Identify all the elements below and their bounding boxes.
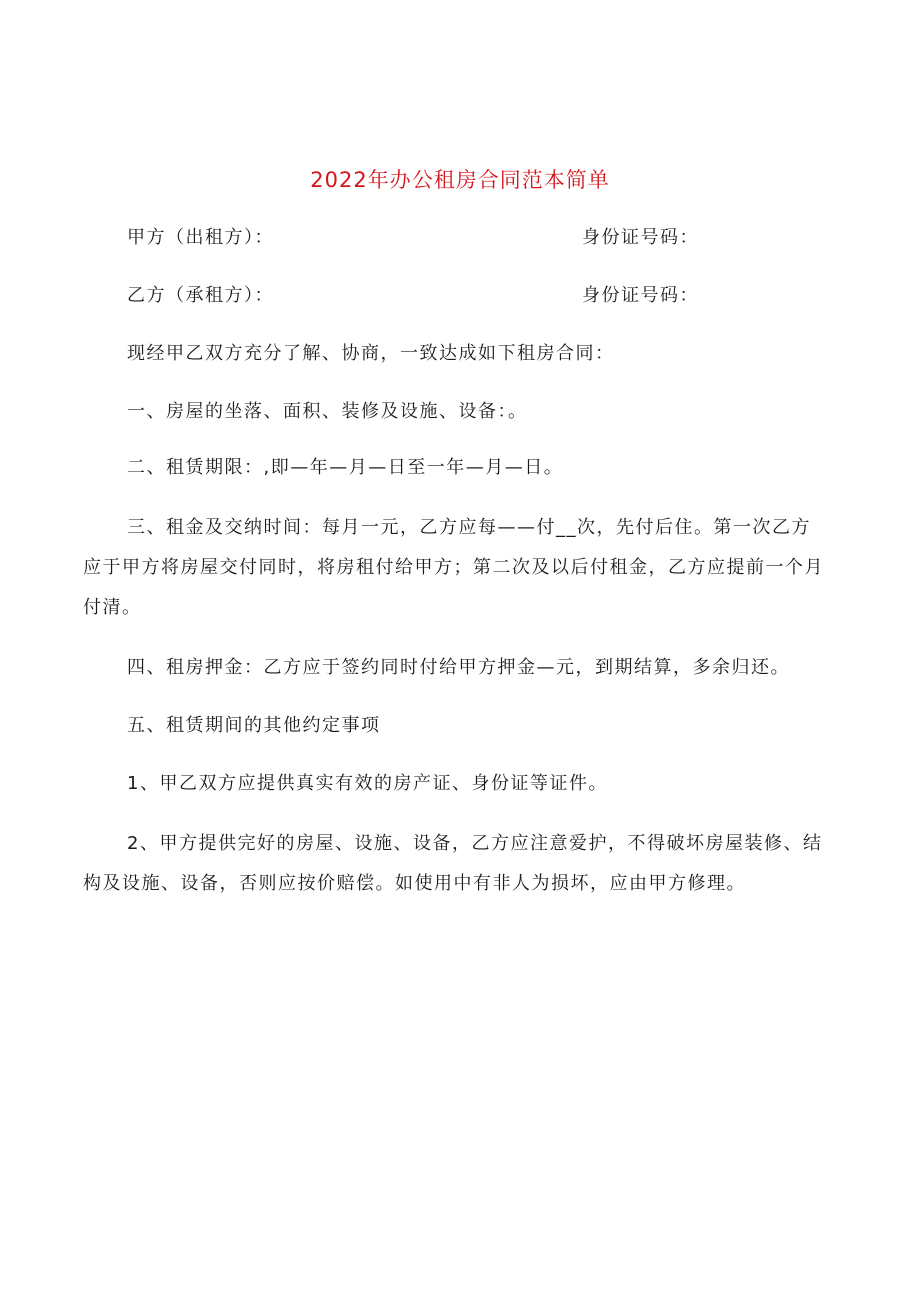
clause-2: 二、租赁期限：,即—年—月—日至一年—月—日。 <box>127 457 564 478</box>
clause-4: 四、租房押金：乙方应于签约同时付给甲方押金—元，到期结算，多余归还。 <box>127 657 790 678</box>
party-b-label: 乙方（承租方）： <box>127 285 274 306</box>
clause-3: 三、租金及交纳时间：每月一元，乙方应每——付__次，先付后住。第一次乙方应于甲方将房屋交付同时，将房租付给甲方；第二次及以后付租金，乙方应提前一个月付清。 <box>83 517 824 618</box>
clause-1: 一、房屋的坐落、面积、装修及设施、设备：。 <box>127 401 528 422</box>
intro-paragraph: 现经甲乙双方充分了解、协商，一致达成如下租房合同： <box>127 343 615 364</box>
clause-5-heading: 五、租赁期间的其他约定事项 <box>127 715 381 736</box>
party-a-id-label: 身份证号码： <box>582 227 699 248</box>
party-a-label: 甲方（出租方）： <box>127 227 274 248</box>
party-b-id-label: 身份证号码： <box>582 285 699 306</box>
item-2: 2、甲方提供完好的房屋、设施、设备，乙方应注意爱护，不得破坏房屋装修、结构及设施、设备，否则应按价赔偿。如使用中有非人为损坏，应由甲方修理。 <box>83 833 823 894</box>
document-title: 2022年办公租房合同范本简单 <box>310 168 610 192</box>
item-1: 1、甲乙双方应提供真实有效的房产证、身份证等证件。 <box>127 773 608 794</box>
